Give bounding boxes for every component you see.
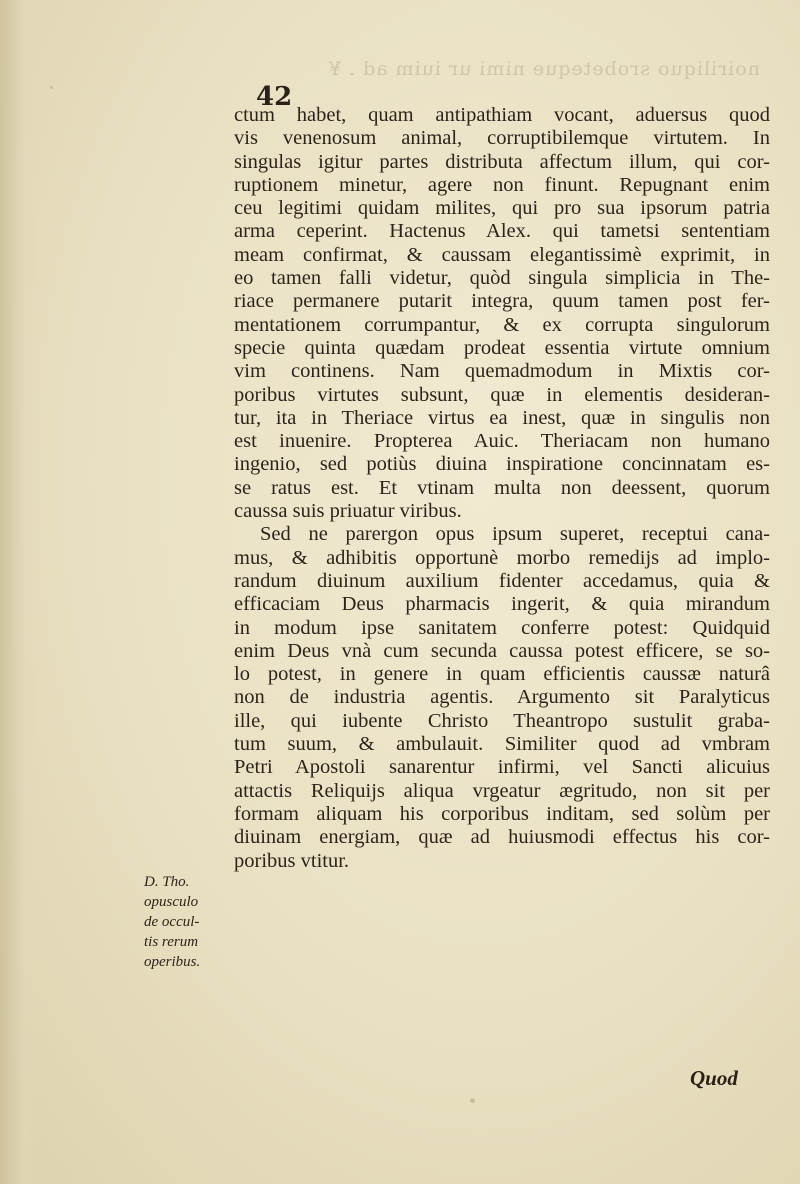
text-line: est inuenire. Propterea Auic. Theriacam non humano [234,430,770,453]
margin-note-line: opusculo [144,894,199,910]
text-line: tum suum, & ambulauit. Similiter quod ad vmbram [234,733,770,756]
text-line: riace permanere putarit integra, quum tamen post fer- [234,290,770,313]
text-line: randum diuinum auxilium fidenter accedamus, quia & [234,569,770,592]
text-line: vim continens. Nam quemadmodum in Mixtis cor- [234,360,770,383]
text-line: vis venenosum animal, corruptibilemque virtutem. In [234,127,770,150]
margin-note-line: operibus. [144,954,201,970]
gutter-shadow [0,0,40,1184]
text-line: non de industria agentis. Argumento sit Paralyticus [234,686,770,709]
text-line: attactis Reliquijs aliqua vrgeatur ægritudo, non sit per [234,779,770,802]
text-line: arma ceperint. Hactenus Alex. qui tametsi sententiam [234,220,770,243]
text-line: mentationem corrumpantur, & ex corrupta singulorum [234,313,770,336]
text-line: se ratus est. Et vtinam multa non deessent, quorum [234,476,770,499]
main-text-block [234,104,770,873]
catchword: Quod [690,1066,738,1090]
text-line: mus, & adhibitis opportunè morbo remedijs ad implo- [234,546,770,569]
text-line: poribus vtitur. [234,849,350,872]
text-line: tur, ita in Theriace virtus ea inest, quæ in singulis non [234,406,770,429]
text-line: Petri Apostoli sanarentur infirmi, vel Sancti alicuius [234,756,770,779]
paper-fleck [470,1098,475,1103]
text-line: caussa suis priuatur viribus. [234,500,462,523]
text-line: ruptionem minetur, agere non finunt. Repugnant enim [234,173,770,196]
margin-note-line: D. Tho. [144,874,190,890]
text-line: poribus virtutes subsunt, quæ in elementis desideran- [234,383,770,406]
text-line: diuinam energiam, quæ ad huiusmodi effectus his cor- [234,826,770,849]
margin-note-line: tis rerum [144,934,199,950]
margin-note-line: de occul- [144,914,200,930]
text-line: lo potest, in genere in quam efficientis caussæ naturâ [234,663,770,686]
text-line: enim Deus vnà cum secunda caussa potest efficere, se so- [234,639,770,662]
text-line: formam aliquam his corporibus inditam, sed solùm per [234,802,770,825]
bleed-through-text: noiriliquo srobeteque nimi ur iuim ad . ¥ [327,58,760,80]
text-line: ctum habet, quam antipathiam vocant, aduersus quod [234,104,770,126]
text-line: Sed ne parergon opus ipsum superet, receptui cana- [260,523,770,546]
marginal-citation [144,872,234,972]
text-line: efficaciam Deus pharmacis ingerit, & quia mirandum [234,593,770,616]
text-line: meam confirmat, & caussam elegantissimè exprimit, in [234,243,770,266]
text-line: ingenio, sed potiùs diuina inspiratione concinnatam es- [234,453,770,476]
text-line: ille, qui iubente Christo Theantropo sustulit graba- [234,709,770,732]
text-line: singulas igitur partes distributa affectum illum, qui cor- [234,150,770,173]
page-number: 42 [256,82,293,112]
paper-fleck [50,86,53,89]
text-line: ceu legitimi quidam milites, qui pro sua ipsorum patria [234,197,770,220]
text-line: in modum ipse sanitatem conferre potest: Quidquid [234,616,770,639]
text-line: specie quinta quædam prodeat essentia virtute omnium [234,336,770,359]
text-line: eo tamen falli videtur, quòd singula simplicia in The- [234,267,770,290]
